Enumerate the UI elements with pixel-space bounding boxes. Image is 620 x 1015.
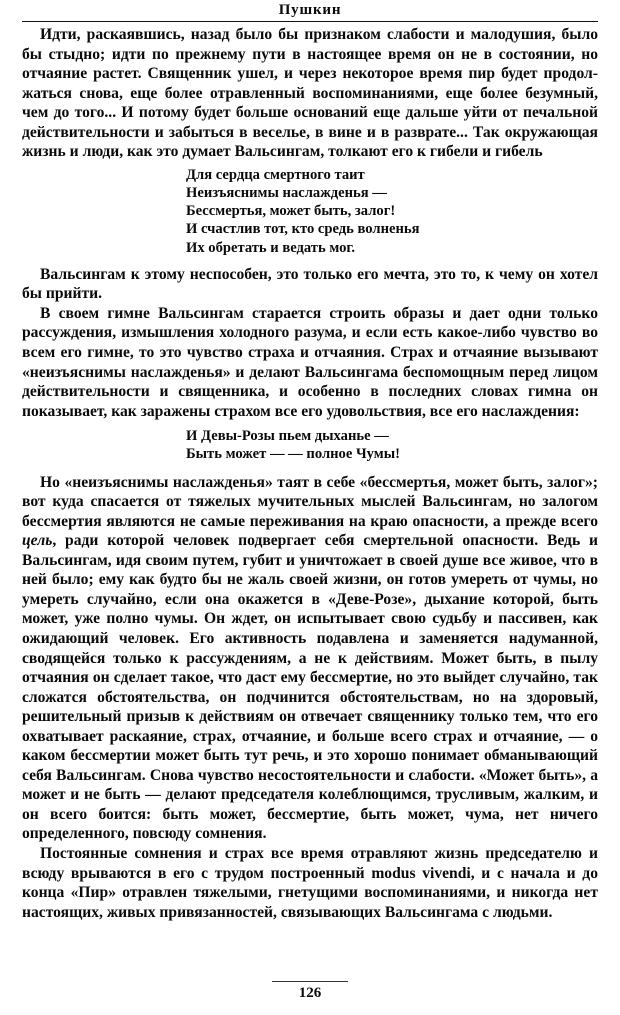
emphasized-word: цель [22, 532, 53, 550]
footer-rule [272, 981, 348, 982]
verse-line: Их обретать и ведать мог. [186, 239, 356, 256]
paragraph-2: Вальсингам к этому неспособен, это только его мечта, это то, к чему он хотел бы прийти. [22, 265, 598, 303]
verse-quote-1 [186, 166, 598, 257]
verse-line: Для сердца смертного таит [186, 166, 365, 183]
verse-line: Неизъяснимы наслажденья — [186, 185, 387, 202]
paragraph-3: В своем гимне Вальсингам старается строить образы и дает одни только рассуждения, измышления холодного разума, и если есть какое-либо чувство во всем его гимне, то это чувство страха и отчаяния. Страх и отчаяние вызывают «неизъяснимы наслажденья» и делают Вальсингама беспомощным перед лицом действительности и священника, и особенно в последних словах гимна он показывает, как заражены страхом все его удовольствия, все его наслаждения: [22, 304, 598, 420]
verse-line: И Девы-Розы пьем дыханье — [186, 428, 389, 445]
paragraph-1: Идти, раскаявшись, назад было бы признаком слабости и малодушия, было бы стыдно; идти по прежнему пути в настоящее время он не в состоянии, но отчаяние растет. Священник ушел, и через некоторое время пир будет продолжаться снова, еще более отравленный воспоминаниями, еще более безумный, чем до того... И потому будет больше оснований еще дальше уйти от печальной действительности и забыться в веселье, в вине и в разврате... Так окружающая жизнь и люди, как это думает Вальсингам, толкают его к гибели и гибель [22, 26, 598, 161]
page-number: 126 [298, 985, 322, 1001]
verse-line: Бессмертья, может быть, залог! [186, 203, 396, 220]
header-rule [22, 21, 598, 22]
verse-line: И счастлив тот, кто средь волненья [186, 221, 420, 238]
verse-quote-2 [186, 427, 598, 463]
paragraph-5: Постоянные сомнения и страх все время отравляют жизнь председателю и всюду врываются в его с трудом построенный modus vivendi, и с начала и до конца «Пир» отравлен тяжелыми, гнетущими воспоминаниями, и никогда нет настоящих, живых привязанностей, связывающих Вальсингама с людьми. [22, 845, 598, 921]
verse-line: Быть может — — полное Чумы! [186, 446, 400, 463]
paragraph-4 [22, 473, 598, 844]
paragraph-4-part-b: , ради которой человек подвергает себя смертельной опасности. Ведь и Вальсингам, идя своим путем, губит и уничтожает в своей душе все живое, что в ней было; ему как будто бы не жаль своей жизни, он готов умереть от чумы, но умереть случайно, если она окажется в «Деве-Розе», дыхание которой, быть может, уже полно чумы. Он ждет, он испытывает свою судьбу и пассивен, как ожидающий человек. Его активность подавлена и заменяется надуманной, сводящейся только к рассуждениям, а не к действиям. Может быть, в пылу отчаяния он сделает такое, что даст ему бессмертие, но это выйдет случайно, так сложатся обстоятельства, он подчинится обстоятельствам, но на здоровый, решительный призыв к действиям он отвечает священнику только тем, что его охватывает раскаяние, страх, отчаяние, и больше всего страх и отчаяние, — о каком бессмертии может быть тут речь, и это хорошо понимает обманывающий себя Вальсингам. Снова чувство несостоятельности и слабости. «Может быть», а может и не быть — делают председателя колеблющимся, трусливым, жалким, и он всего боится: быть может, бессмертие, быть может, чума, нет ничего определенного, повсюду сомнения. [22, 532, 598, 843]
main-text [22, 25, 598, 922]
paragraph-4-part-a: Но «неизъяснимы наслажденья» таят в себе «бессмертья, может быть, залог»; вот куда спасается от тяжелых мучительных мыслей Вальсингам, но залогом бессмертия являются не самые переживания на краю опасности, а прежде всего [22, 473, 598, 530]
running-header: Пушкин [278, 2, 342, 18]
